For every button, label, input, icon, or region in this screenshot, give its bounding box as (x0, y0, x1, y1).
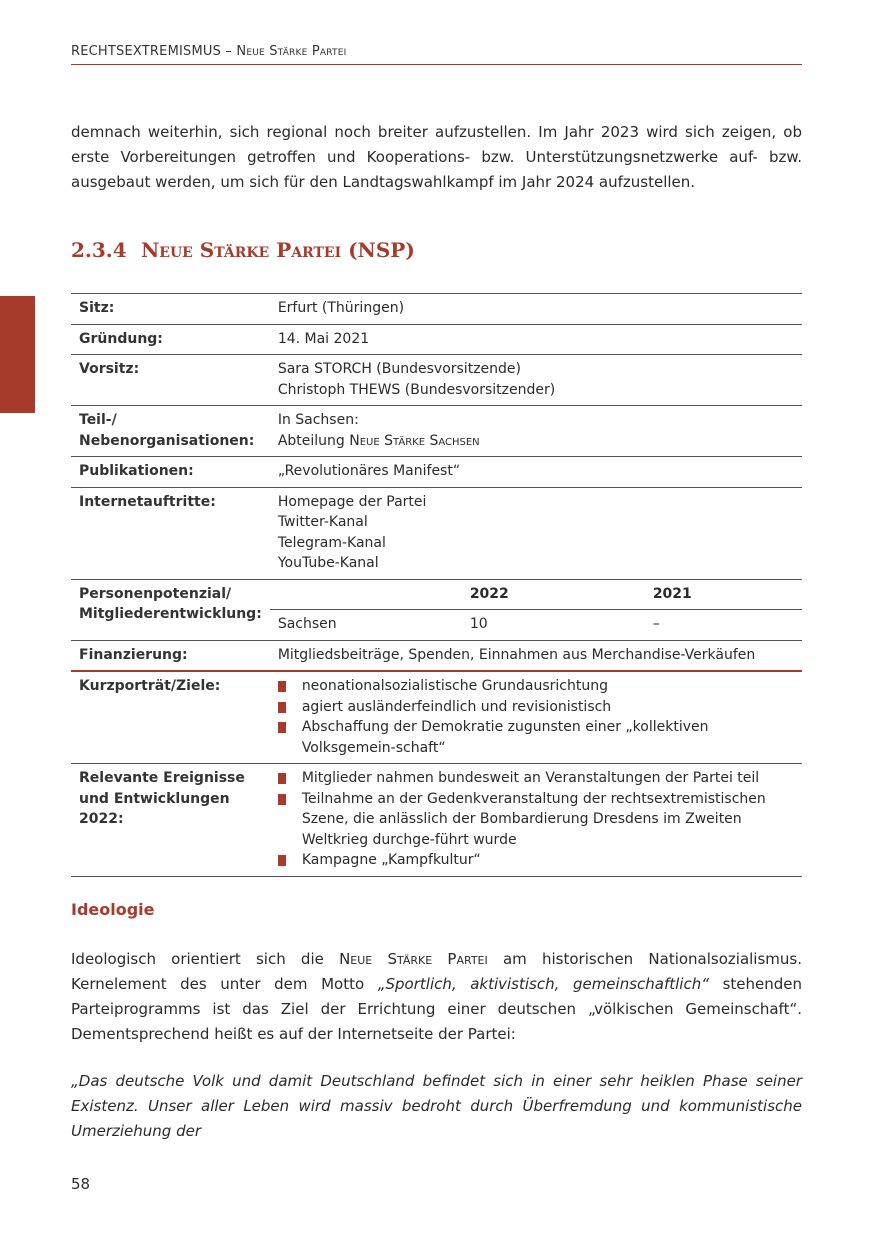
label-line: Relevante Ereignisse (79, 770, 245, 786)
event-bullet: Mitglieder nahmen bundesweit an Veranstaltungen der Partei teil (278, 768, 794, 789)
members-header-row (270, 580, 802, 610)
row-personenpotenzial (71, 579, 802, 640)
vorsitz-person: Christoph THEWS (Bundesvorsitzender) (277, 381, 556, 398)
ideologie-heading: Ideologie (71, 900, 155, 919)
value-sitz: Erfurt (Thüringen) (270, 294, 802, 325)
label-internetauftritte: Internetauftritte: (71, 487, 270, 579)
row-teilorganisationen (71, 406, 802, 457)
row-vorsitz (71, 355, 802, 406)
goal-bullet: Abschaffung der Demokratie zugunsten einer „kollektiven Volksgemein-schaft“ (278, 717, 794, 758)
teil-line: In Sachsen: (277, 412, 359, 428)
running-head-section: Neue Stärke Partei (236, 44, 347, 59)
internet-item: YouTube-Kanal (277, 555, 379, 571)
running-head-prefix: RECHTSEXTREMISMUS – (71, 44, 237, 59)
section-number: 2.3.4 (71, 238, 127, 262)
vorsitz-person: Sara STORCH (Bundesvorsitzende) (277, 361, 521, 377)
fact-table (71, 293, 802, 877)
event-bullet: Kampagne „Kampfkultur“ (278, 850, 794, 871)
label-line: Personenpotenzial/ (79, 585, 232, 602)
chapter-tab-marker (0, 296, 35, 413)
label-line: Teil-/ (79, 412, 117, 428)
intro-paragraph: demnach weiterhin, sich regional noch breiter aufzustellen. Im Jahr 2023 wird sich zeigen, ob erste Vorbereitungen getroffen und Kooperations- bzw. Unterstützungsnetzwerke auf- bzw. ausgebaut werden, um sich für den Landtagswahlkampf im Jahr 2024 aufzustellen. (71, 123, 802, 191)
ideologie-quote: „Das deutsche Volk und damit Deutschland befindet sich in einer sehr heiklen Phase seiner Existenz. Unser aller Leben wird massiv bedroht durch Überfremdung und kommunistische Umerziehung der (71, 1072, 802, 1140)
label-publikationen: Publikationen: (71, 457, 270, 488)
goal-bullet: neonationalsozialistische Grundausrichtung (278, 676, 794, 697)
row-sitz (71, 294, 802, 325)
members-subtable (270, 580, 802, 640)
label-finanzierung: Finanzierung: (71, 640, 270, 671)
ideologie-paragraph (71, 947, 802, 1047)
row-finanzierung (71, 640, 802, 671)
members-data-row (270, 610, 802, 640)
value-finanzierung: Mitgliedsbeiträge, Spenden, Einnahmen aus Merchandise-Verkäufen (270, 640, 802, 671)
label-line: 2022: (79, 811, 124, 827)
value-publikationen: „Revolutionäres Manifest“ (270, 457, 802, 488)
page-number: 58 (71, 1175, 91, 1193)
members-header-2021: 2021 (652, 585, 692, 602)
members-value-2021: – (653, 610, 802, 640)
text-run: stehenden Parteiprogramms ist das Ziel der Errichtung einer deutschen „völkischen Gemeinschaft“. Dementsprechend heißt es auf der Internetseite der Partei: (71, 975, 802, 1043)
members-region: Sachsen (270, 610, 470, 640)
internet-item: Twitter-Kanal (277, 514, 368, 530)
members-header-blank (270, 580, 470, 610)
running-head (71, 44, 802, 65)
label-line: und Entwicklungen (79, 790, 230, 807)
internet-item: Homepage der Partei (277, 493, 427, 510)
label-sitz: Sitz: (71, 294, 270, 325)
value-ereignisse (270, 764, 802, 877)
label-gruendung: Gründung: (71, 324, 270, 355)
event-bullet: Teilnahme an der Gedenkveranstaltung der rechtsextremistischen Szene, die anlässlich der Bombardierung Dresdens im Zweiten Weltkrieg durchge-führt wurde (278, 789, 794, 851)
section-abbreviation: (NSP) (348, 238, 415, 262)
members-value-2022: 10 (470, 610, 653, 640)
section-heading (71, 238, 415, 262)
goal-bullet: agiert ausländerfeindlich und revisionistisch (278, 697, 794, 718)
section-title: Neue Stärke Partei (141, 238, 342, 262)
teil-prefix: Abteilung (277, 432, 350, 449)
party-name: Neue Stärke Partei (339, 950, 488, 968)
value-kurzportraet (270, 671, 802, 764)
text-run: am historischen Nationalsozialismus. Kernelement des unter dem Motto (71, 950, 802, 993)
label-personenpotenzial (71, 579, 270, 640)
label-line: Mitgliederentwicklung: (79, 606, 262, 622)
motto: „Sportlich, aktivistisch, gemeinschaftlich“ (377, 975, 709, 993)
internet-item: Telegram-Kanal (277, 534, 386, 551)
label-teilorganisationen (71, 406, 270, 457)
value-internetauftritte (270, 487, 802, 579)
value-teilorganisationen (270, 406, 802, 457)
row-ereignisse (71, 764, 802, 877)
value-gruendung: 14. Mai 2021 (270, 324, 802, 355)
value-personenpotenzial (270, 579, 802, 640)
members-header-2022: 2022 (469, 585, 509, 602)
label-kurzportraet: Kurzporträt/Ziele: (71, 671, 270, 764)
row-publikationen (71, 457, 802, 488)
label-ereignisse (71, 764, 270, 877)
teil-line (278, 431, 794, 452)
label-line: Nebenorganisationen: (79, 432, 255, 449)
row-internetauftritte (71, 487, 802, 579)
value-vorsitz (270, 355, 802, 406)
row-gruendung (71, 324, 802, 355)
text-run: Ideologisch orientiert sich die (71, 950, 340, 968)
teil-organisation-name: Neue Stärke Sachsen (349, 432, 480, 449)
row-kurzportraet (71, 671, 802, 764)
label-vorsitz: Vorsitz: (71, 355, 270, 406)
